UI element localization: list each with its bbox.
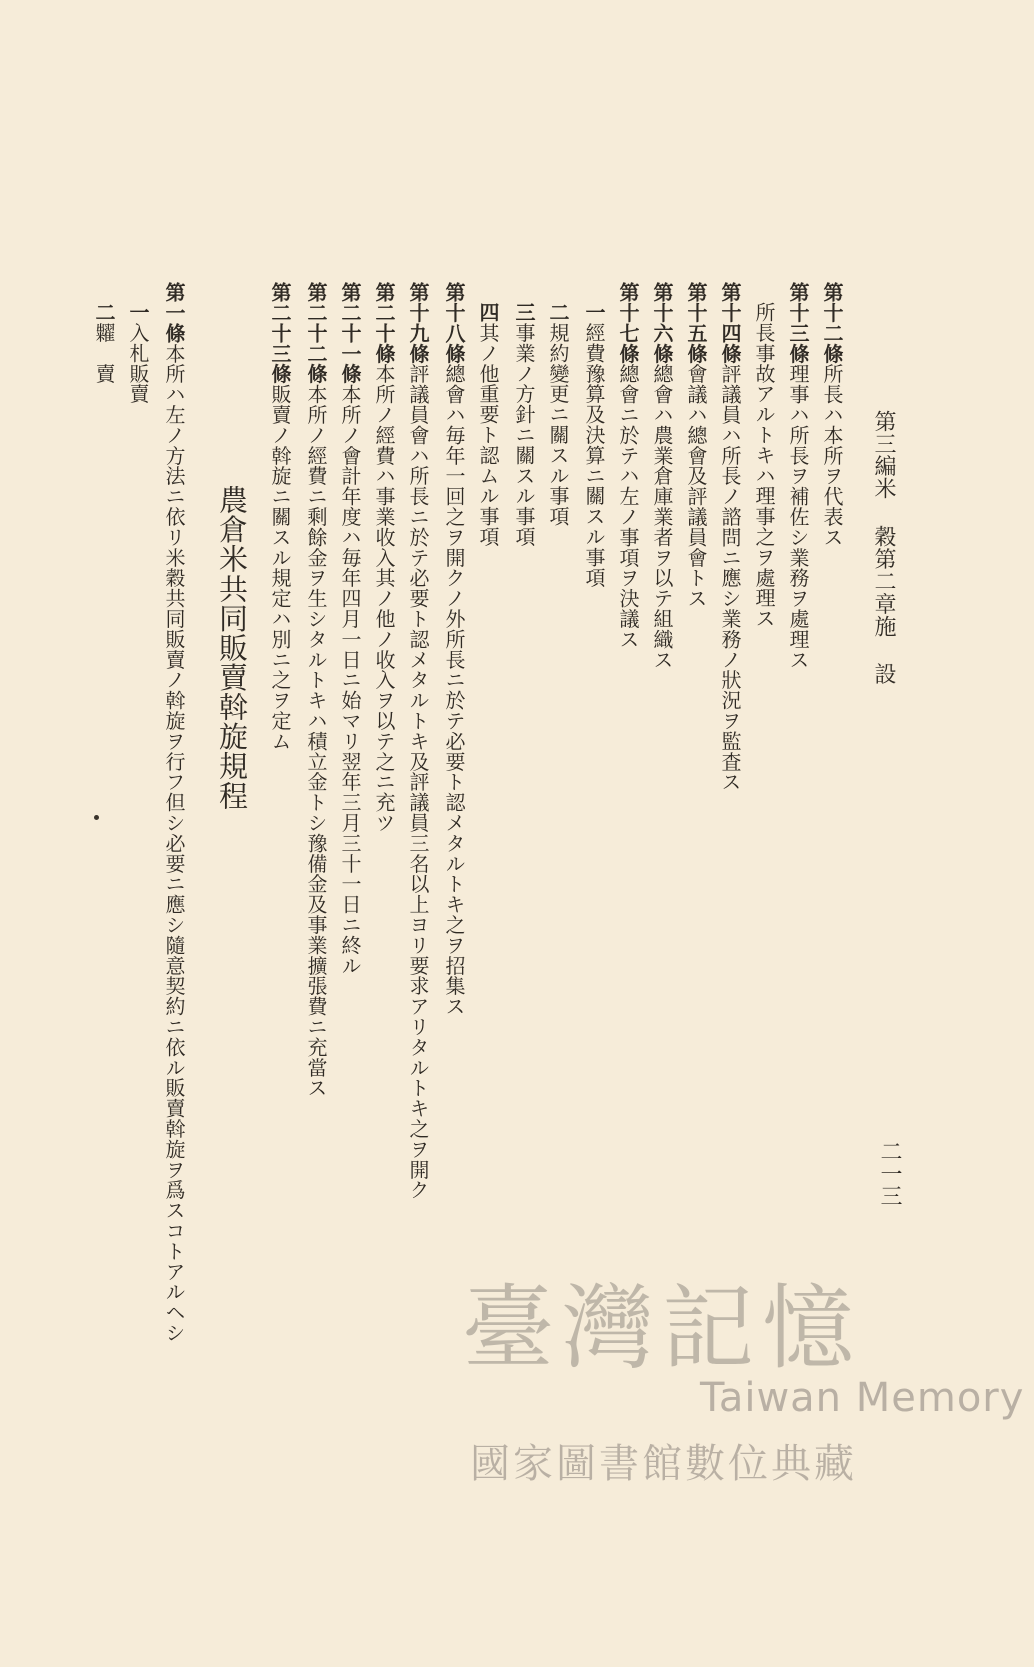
article-label: 第二十三條 xyxy=(268,282,292,384)
article-label: 第二十條 xyxy=(372,282,396,364)
article-label: 第二十一條 xyxy=(338,282,362,384)
article-13 xyxy=(788,282,808,670)
header-chapter: 第二章 xyxy=(871,547,896,615)
item-text: 糶 賣 xyxy=(92,322,116,384)
article-12 xyxy=(822,282,842,547)
item-text: 其ノ他重要ト認ムル事項 xyxy=(476,322,500,547)
item-text: 事業ノ方針ニ關スル事項 xyxy=(512,322,536,547)
running-header xyxy=(868,410,899,685)
article-17 xyxy=(618,282,638,649)
article-text: 所長ハ本所ヲ代表ス xyxy=(820,363,844,548)
item-label: 三 xyxy=(512,302,536,323)
article-text: 理事ハ所長ヲ補佐シ業務ヲ處理ス xyxy=(786,363,810,670)
article-23 xyxy=(270,282,290,751)
article-text: 會議ハ總會及評議員會トス xyxy=(684,363,708,609)
article-label: 第十三條 xyxy=(786,282,810,364)
article-text: 評議員ハ所長ノ諮問ニ應シ業務ノ狀況ヲ監査ス xyxy=(718,363,742,793)
item-4 xyxy=(478,302,498,547)
article-label: 第十四條 xyxy=(718,282,742,364)
article-text: 本所ノ經費ハ事業收入其ノ他ノ收入ヲ以テ之ニ充ツ xyxy=(372,363,396,833)
article-label: 第十二條 xyxy=(820,282,844,364)
article-text: 本所ノ經費ニ剩餘金ヲ生シタルトキハ積立金トシ豫備金及事業擴張費ニ充當ス xyxy=(304,384,328,1098)
watermark-logo-text: 臺灣記憶 xyxy=(462,1275,863,1382)
item-text: 經費豫算及決算ニ關スル事項 xyxy=(582,322,606,588)
ink-dot xyxy=(94,815,99,820)
article-label: 第二十二條 xyxy=(304,282,328,384)
regulation-title: 農倉米共同販賣斡旋規程 xyxy=(215,485,249,811)
page-number: 二一三 xyxy=(877,1140,902,1208)
item-label: 一 xyxy=(582,302,606,323)
header-chapter-title: 施 設 xyxy=(871,614,896,686)
article-label: 第十九條 xyxy=(406,282,430,364)
article-21 xyxy=(340,282,360,976)
article-label: 第十六條 xyxy=(650,282,674,364)
item-label: 一 xyxy=(126,302,150,323)
article-20 xyxy=(374,282,394,833)
article-13-cont xyxy=(754,302,774,628)
article-15 xyxy=(686,282,706,608)
article-text: 總會ハ農業倉庫業者ヲ以テ組織ス xyxy=(650,363,674,670)
item-label: 二 xyxy=(546,302,570,323)
article-16 xyxy=(652,282,672,670)
article-text: 本所ハ左ノ方法ニ依リ米穀共同販賣ノ斡旋ヲ行フ但シ必要ニ應シ隨意契約ニ依ル販賣斡旋ヲ爲スコトアルヘシ xyxy=(162,343,186,1343)
item-label: 二 xyxy=(92,302,116,323)
article-14 xyxy=(720,282,740,792)
article-18 xyxy=(444,282,464,1016)
watermark-library: 國家圖書館數位典藏 xyxy=(470,1441,857,1487)
article-label: 第一條 xyxy=(162,282,186,344)
reg-article-1 xyxy=(164,282,184,1343)
article-22 xyxy=(306,282,326,1098)
article-text: 評議員會ハ所長ニ於テ必要ト認メタルトキ及評議員三名以上ヨリ要求アリタルトキ之ヲ開ク xyxy=(406,363,430,1201)
item-label: 四 xyxy=(476,302,500,323)
article-text: 販賣ノ斡旋ニ關スル規定ハ別ニ之ヲ定ム xyxy=(268,384,292,752)
header-section: 第三編 xyxy=(871,410,896,478)
reg-item-1 xyxy=(128,302,148,404)
article-label: 第十七條 xyxy=(616,282,640,364)
item-3 xyxy=(514,302,534,547)
article-text: 總會ニ於テハ左ノ事項ヲ決議ス xyxy=(616,363,640,650)
item-1 xyxy=(584,302,604,588)
item-text: 入札販賣 xyxy=(126,322,150,405)
item-text: 規約變更ニ關スル事項 xyxy=(546,322,570,527)
item-2 xyxy=(548,302,568,526)
article-19 xyxy=(408,282,428,1200)
watermark-english: Taiwan Memory xyxy=(700,1375,1025,1421)
article-text: 總會ハ毎年一回之ヲ開クノ外所長ニ於テ必要ト認メタルトキ之ヲ招集ス xyxy=(442,363,466,1017)
article-text: 所長事故アルトキハ理事之ヲ處理ス xyxy=(752,302,776,629)
reg-item-2 xyxy=(94,302,114,384)
article-label: 第十五條 xyxy=(684,282,708,364)
header-subject: 米 穀 xyxy=(871,477,896,548)
article-text: 本所ノ會計年度ハ毎年四月一日ニ始マリ翌年三月三十一日ニ終ル xyxy=(338,384,362,976)
article-label: 第十八條 xyxy=(442,282,466,364)
